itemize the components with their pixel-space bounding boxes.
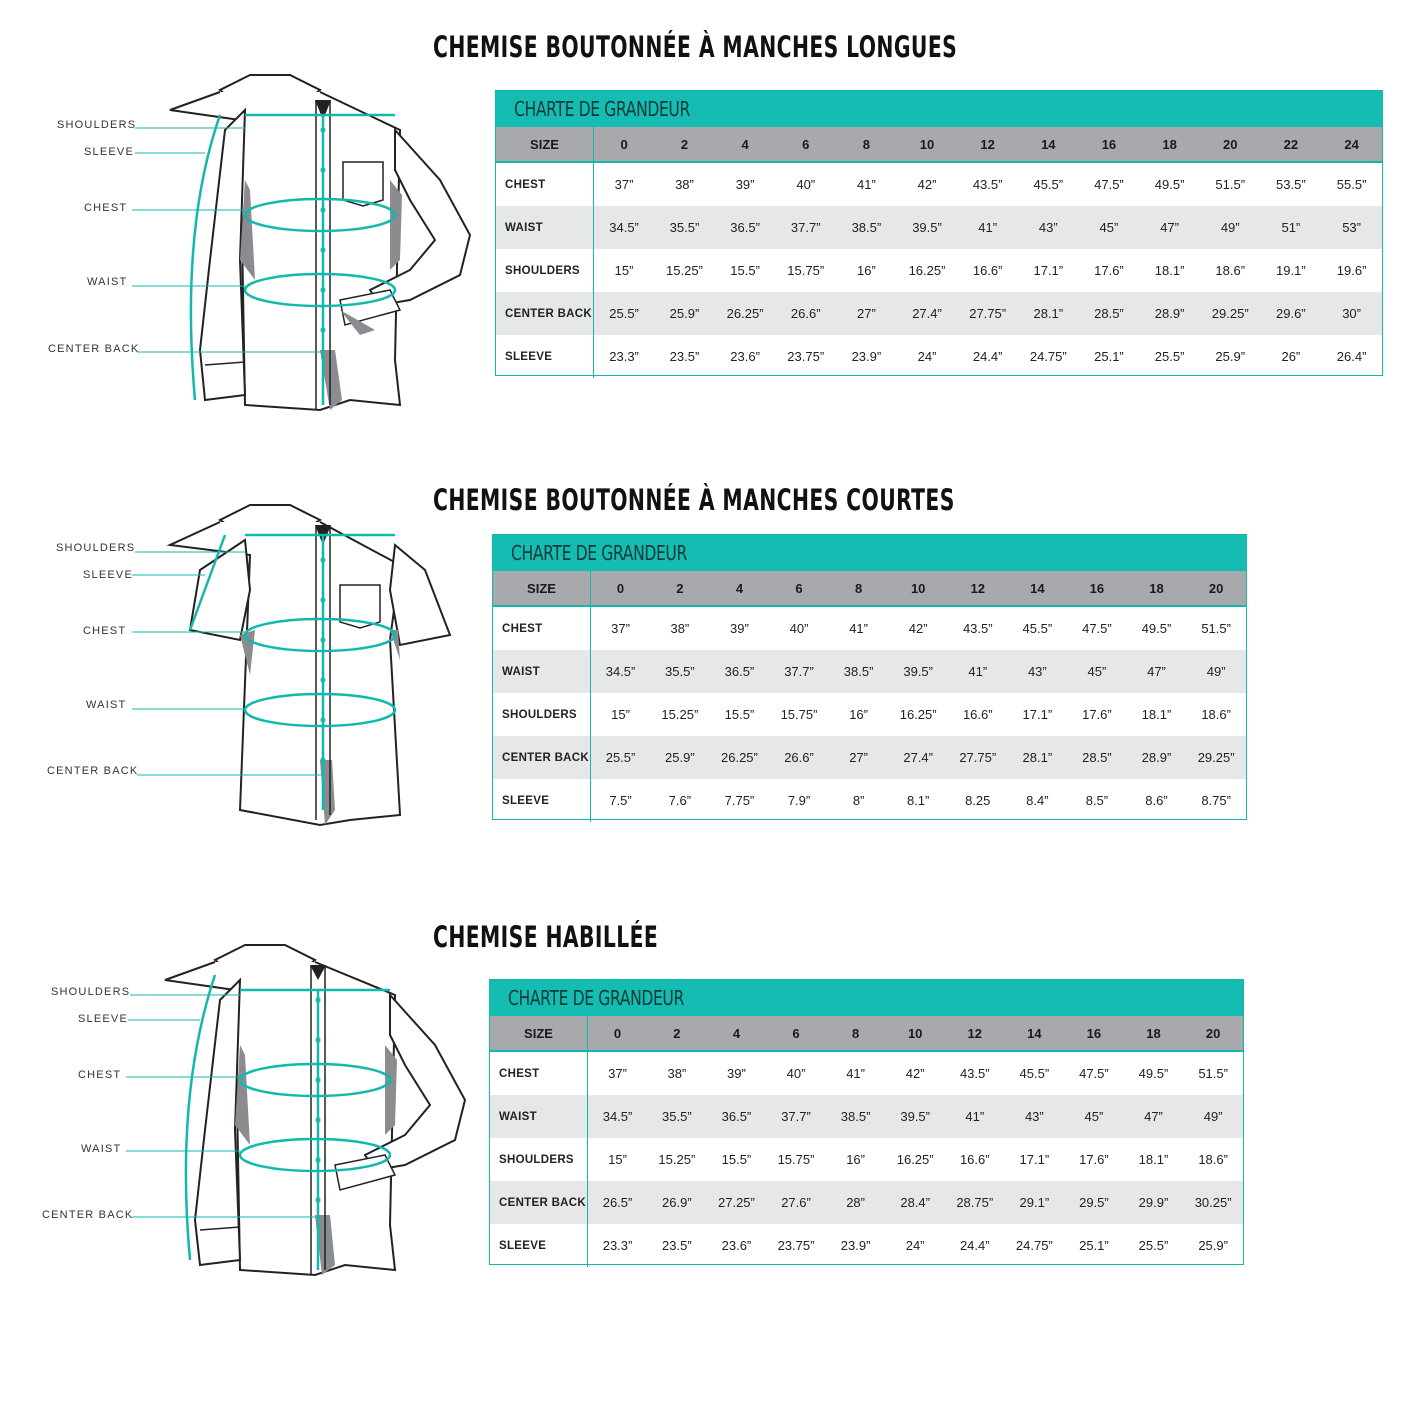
table-cell: 27.75” bbox=[948, 736, 1008, 779]
table-cell: 7.75” bbox=[724, 793, 755, 808]
row-label: CHEST bbox=[493, 606, 591, 650]
table-cell: 51” bbox=[1261, 206, 1322, 249]
table-cell: 26.25” bbox=[710, 736, 770, 779]
table-cell: 7.6” bbox=[668, 793, 692, 808]
table-cell: 8.25 bbox=[965, 793, 991, 808]
table-cell: 18.6” bbox=[1201, 707, 1231, 722]
size-header-cell: 20 bbox=[1183, 1016, 1243, 1051]
table-cell: 47” bbox=[1139, 206, 1200, 249]
size-header-cell: 4 bbox=[710, 571, 770, 606]
table-cell: 29.25” bbox=[1200, 292, 1261, 335]
size-header-cell: 6 bbox=[775, 127, 836, 162]
measure-label-chest: CHEST bbox=[78, 1069, 122, 1081]
size-header-cell: 4 bbox=[715, 127, 776, 162]
table-cell: 26.6” bbox=[769, 736, 829, 779]
table-cell: 18.1” bbox=[1141, 707, 1172, 722]
table-cell: 47.5” bbox=[1082, 621, 1112, 636]
short-sleeve-section bbox=[0, 450, 1416, 870]
table-cell: 25.9” bbox=[1215, 349, 1246, 364]
table-cell: 39.5” bbox=[897, 206, 958, 249]
size-header-cell: 20 bbox=[1186, 571, 1246, 606]
table-cell: 49.5” bbox=[1138, 1066, 1169, 1081]
table-cell: 23.3” bbox=[609, 349, 639, 364]
table-cell: 30” bbox=[1321, 292, 1382, 335]
table-cell: 36.5” bbox=[715, 206, 776, 249]
table-cell: 15.25” bbox=[658, 1152, 696, 1167]
table-cell: 16.25” bbox=[908, 263, 946, 278]
table-cell: 17.1” bbox=[1019, 1152, 1050, 1167]
table-cell: 47.5” bbox=[1094, 177, 1124, 192]
size-header-cell: 10 bbox=[888, 571, 948, 606]
table-cell: 18.1” bbox=[1154, 263, 1185, 278]
table-cell: 17.6” bbox=[1094, 263, 1124, 278]
size-header-cell: 8 bbox=[829, 571, 889, 606]
measure-label-center-back: CENTER BACK bbox=[47, 765, 139, 777]
table-row bbox=[496, 292, 1382, 335]
table-cell: 23.9” bbox=[851, 349, 882, 364]
size-table bbox=[490, 1016, 1243, 1267]
table-cell: 16.6” bbox=[972, 263, 1003, 278]
table-cell: 40” bbox=[786, 1066, 806, 1081]
table-row bbox=[493, 736, 1246, 779]
table-cell: 37.7” bbox=[775, 206, 836, 249]
table-cell: 8” bbox=[852, 793, 865, 808]
table-cell: 18.1” bbox=[1138, 1152, 1169, 1167]
table-cell: 8.5” bbox=[1085, 793, 1109, 808]
table-cell: 18.6” bbox=[1198, 1152, 1228, 1167]
section-title: CHEMISE BOUTONNÉE À MANCHES LONGUES bbox=[433, 30, 958, 64]
table-cell: 51.5” bbox=[1198, 1066, 1228, 1081]
row-label: SHOULDERS bbox=[493, 693, 591, 736]
table-cell: 47” bbox=[1124, 1095, 1184, 1138]
chart-title: CHARTE DE GRANDEUR bbox=[493, 535, 1246, 571]
table-cell: 19.6” bbox=[1336, 263, 1367, 278]
table-cell: 29.5” bbox=[1064, 1181, 1124, 1224]
table-cell: 35.5” bbox=[654, 206, 715, 249]
size-header-cell: 2 bbox=[650, 571, 710, 606]
size-chart bbox=[495, 90, 1383, 376]
table-cell: 15.75” bbox=[787, 263, 825, 278]
measure-label-chest: CHEST bbox=[83, 625, 127, 637]
table-cell: 37” bbox=[611, 621, 630, 636]
section-title: CHEMISE HABILLÉE bbox=[433, 920, 659, 954]
row-label: WAIST bbox=[490, 1095, 588, 1138]
size-header-cell: 4 bbox=[707, 1016, 767, 1051]
table-cell: 28.5” bbox=[1067, 736, 1127, 779]
table-cell: 43.5” bbox=[972, 177, 1003, 192]
size-header-cell: 6 bbox=[766, 1016, 826, 1051]
long-sleeve-shirt-illustration bbox=[40, 60, 480, 420]
table-cell: 16.25” bbox=[899, 707, 937, 722]
table-row bbox=[490, 1095, 1243, 1138]
table-cell: 45.5” bbox=[1033, 177, 1064, 192]
table-row bbox=[490, 1181, 1243, 1224]
row-label: CENTER BACK bbox=[490, 1181, 588, 1224]
table-cell: 16” bbox=[849, 707, 868, 722]
table-cell: 39.5” bbox=[888, 650, 948, 693]
table-cell: 27.6” bbox=[766, 1181, 826, 1224]
table-cell: 26.25” bbox=[715, 292, 776, 335]
long-sleeve-section bbox=[0, 0, 1416, 440]
size-table-body bbox=[493, 606, 1246, 822]
measure-label-waist: WAIST bbox=[87, 276, 128, 288]
table-cell: 35.5” bbox=[650, 650, 710, 693]
table-cell: 40” bbox=[796, 177, 816, 192]
table-cell: 28.4” bbox=[885, 1181, 945, 1224]
measure-label-center-back: CENTER BACK bbox=[48, 343, 140, 355]
table-cell: 23.3” bbox=[602, 1238, 633, 1253]
table-cell: 41” bbox=[957, 206, 1018, 249]
table-cell: 29.25” bbox=[1186, 736, 1246, 779]
size-table bbox=[496, 127, 1382, 378]
table-cell: 28” bbox=[826, 1181, 886, 1224]
table-cell: 17.6” bbox=[1079, 1152, 1109, 1167]
row-label: SLEEVE bbox=[490, 1224, 588, 1267]
table-cell: 41” bbox=[856, 177, 876, 192]
size-header-cell: 6 bbox=[769, 571, 829, 606]
table-cell: 53.5” bbox=[1276, 177, 1306, 192]
table-cell: 28.5” bbox=[1079, 292, 1140, 335]
size-header-cell: 10 bbox=[885, 1016, 945, 1051]
row-label: CHEST bbox=[490, 1051, 588, 1095]
table-cell: 26.6” bbox=[775, 292, 836, 335]
size-header-cell: 8 bbox=[826, 1016, 886, 1051]
table-cell: 18.6” bbox=[1215, 263, 1246, 278]
table-cell: 38” bbox=[667, 1066, 687, 1081]
size-header-cell: 10 bbox=[897, 127, 958, 162]
dress-shirt-section bbox=[0, 890, 1416, 1310]
size-header-cell: 2 bbox=[647, 1016, 707, 1051]
table-cell: 8.1” bbox=[906, 793, 930, 808]
measure-label-waist: WAIST bbox=[86, 699, 127, 711]
table-cell: 38.5” bbox=[829, 650, 889, 693]
row-label: WAIST bbox=[496, 206, 594, 249]
table-row bbox=[490, 1138, 1243, 1181]
table-cell: 49” bbox=[1200, 206, 1261, 249]
size-header-cell: 18 bbox=[1124, 1016, 1184, 1051]
table-cell: 15” bbox=[611, 707, 630, 722]
table-cell: 38.5” bbox=[826, 1095, 886, 1138]
table-cell: 45” bbox=[1067, 650, 1127, 693]
table-cell: 25.9” bbox=[654, 292, 715, 335]
row-label: SLEEVE bbox=[496, 335, 594, 378]
table-cell: 45.5” bbox=[1019, 1066, 1050, 1081]
table-cell: 28.1” bbox=[1008, 736, 1068, 779]
table-cell: 25.1” bbox=[1079, 1238, 1109, 1253]
table-cell: 38” bbox=[675, 177, 694, 192]
measure-label-shoulders: SHOULDERS bbox=[51, 986, 131, 998]
table-cell: 45” bbox=[1079, 206, 1140, 249]
measure-label-shoulders: SHOULDERS bbox=[57, 119, 137, 131]
table-cell: 23.75” bbox=[777, 1238, 815, 1253]
table-cell: 16.6” bbox=[962, 707, 993, 722]
table-cell: 23.9” bbox=[840, 1238, 871, 1253]
table-row bbox=[493, 650, 1246, 693]
table-cell: 24.4” bbox=[972, 349, 1003, 364]
size-header-row bbox=[496, 127, 1382, 162]
table-cell: 23.5” bbox=[662, 1238, 692, 1253]
size-header-cell: 18 bbox=[1139, 127, 1200, 162]
table-cell: 34.5” bbox=[591, 650, 651, 693]
table-cell: 49.5” bbox=[1141, 621, 1172, 636]
table-cell: 28.9” bbox=[1139, 292, 1200, 335]
size-column-header: SIZE bbox=[496, 127, 594, 162]
table-cell: 36.5” bbox=[707, 1095, 767, 1138]
table-cell: 7.5” bbox=[609, 793, 632, 808]
size-header-cell: 0 bbox=[588, 1016, 648, 1051]
table-cell: 29.6” bbox=[1261, 292, 1322, 335]
table-cell: 41” bbox=[945, 1095, 1005, 1138]
table-cell: 28.1” bbox=[1018, 292, 1079, 335]
table-cell: 27.75” bbox=[957, 292, 1018, 335]
table-row bbox=[496, 162, 1382, 206]
measure-label-center-back: CENTER BACK bbox=[42, 1209, 134, 1221]
table-cell: 16” bbox=[846, 1152, 865, 1167]
table-cell: 27.4” bbox=[888, 736, 948, 779]
table-cell: 40” bbox=[789, 621, 809, 636]
table-cell: 25.9” bbox=[650, 736, 710, 779]
table-cell: 28.75” bbox=[945, 1181, 1005, 1224]
size-header-cell: 20 bbox=[1200, 127, 1261, 162]
size-header-cell: 14 bbox=[1018, 127, 1079, 162]
table-row bbox=[490, 1224, 1243, 1267]
table-cell: 23.5” bbox=[669, 349, 700, 364]
table-cell: 43” bbox=[1005, 1095, 1065, 1138]
size-header-cell: 0 bbox=[591, 571, 651, 606]
size-header-row bbox=[490, 1016, 1243, 1051]
table-cell: 25.1” bbox=[1094, 349, 1124, 364]
size-header-cell: 14 bbox=[1005, 1016, 1065, 1051]
table-row bbox=[490, 1051, 1243, 1095]
size-header-cell: 16 bbox=[1079, 127, 1140, 162]
row-label: CENTER BACK bbox=[496, 292, 594, 335]
chart-title: CHARTE DE GRANDEUR bbox=[496, 91, 1382, 127]
table-cell: 37.7” bbox=[769, 650, 829, 693]
table-cell: 39” bbox=[730, 621, 749, 636]
table-cell: 29.1” bbox=[1005, 1181, 1065, 1224]
table-row bbox=[496, 249, 1382, 292]
measure-label-sleeve: SLEEVE bbox=[78, 1013, 129, 1025]
size-header-cell: 0 bbox=[594, 127, 655, 162]
table-row bbox=[493, 693, 1246, 736]
size-header-cell: 22 bbox=[1261, 127, 1322, 162]
measure-label-sleeve: SLEEVE bbox=[83, 569, 134, 581]
table-cell: 15” bbox=[608, 1152, 627, 1167]
row-label: CHEST bbox=[496, 162, 594, 206]
size-header-cell: 12 bbox=[948, 571, 1008, 606]
table-cell: 37” bbox=[614, 177, 634, 192]
size-header-row bbox=[493, 571, 1246, 606]
table-cell: 43.5” bbox=[959, 1066, 990, 1081]
size-table bbox=[493, 571, 1246, 822]
size-header-cell: 8 bbox=[836, 127, 897, 162]
table-cell: 26” bbox=[1281, 349, 1301, 364]
table-cell: 15” bbox=[614, 263, 634, 278]
table-cell: 39.5” bbox=[885, 1095, 945, 1138]
table-cell: 25.5” bbox=[1154, 349, 1185, 364]
table-cell: 25.5” bbox=[1138, 1238, 1169, 1253]
table-cell: 55.5” bbox=[1336, 177, 1367, 192]
table-cell: 16.25” bbox=[896, 1152, 934, 1167]
table-cell: 30.25” bbox=[1183, 1181, 1243, 1224]
row-label: SHOULDERS bbox=[490, 1138, 588, 1181]
table-cell: 15.75” bbox=[780, 707, 818, 722]
section-title: CHEMISE BOUTONNÉE À MANCHES COURTES bbox=[433, 483, 955, 517]
table-cell: 36.5” bbox=[710, 650, 770, 693]
table-cell: 23.6” bbox=[721, 1238, 752, 1253]
table-cell: 24.4” bbox=[959, 1238, 990, 1253]
table-cell: 26.4” bbox=[1336, 349, 1367, 364]
measure-label-chest: CHEST bbox=[84, 202, 128, 214]
table-cell: 15.5” bbox=[730, 263, 760, 278]
table-cell: 27” bbox=[829, 736, 889, 779]
size-table-body bbox=[490, 1051, 1243, 1267]
table-cell: 28.9” bbox=[1127, 736, 1187, 779]
table-cell: 15.5” bbox=[724, 707, 755, 722]
size-header-cell: 16 bbox=[1064, 1016, 1124, 1051]
table-cell: 45” bbox=[1064, 1095, 1124, 1138]
chart-title: CHARTE DE GRANDEUR bbox=[490, 980, 1243, 1016]
table-cell: 15.5” bbox=[721, 1152, 752, 1167]
table-cell: 16.6” bbox=[959, 1152, 990, 1167]
table-cell: 15.75” bbox=[777, 1152, 815, 1167]
table-cell: 42” bbox=[908, 621, 928, 636]
size-header-cell: 12 bbox=[945, 1016, 1005, 1051]
table-cell: 15.25” bbox=[666, 263, 703, 278]
table-cell: 25.5” bbox=[591, 736, 651, 779]
table-cell: 45.5” bbox=[1022, 621, 1053, 636]
row-label: CENTER BACK bbox=[493, 736, 591, 779]
table-cell: 51.5” bbox=[1201, 621, 1231, 636]
table-cell: 24.75” bbox=[1015, 1238, 1053, 1253]
table-cell: 53” bbox=[1321, 206, 1382, 249]
table-cell: 49” bbox=[1183, 1095, 1243, 1138]
table-cell: 25.9” bbox=[1198, 1238, 1228, 1253]
table-cell: 7.9” bbox=[787, 793, 811, 808]
size-column-header: SIZE bbox=[493, 571, 591, 606]
table-cell: 27.4” bbox=[897, 292, 958, 335]
table-cell: 37” bbox=[608, 1066, 627, 1081]
size-table-body bbox=[496, 162, 1382, 378]
row-label: WAIST bbox=[493, 650, 591, 693]
table-cell: 8.75” bbox=[1201, 793, 1231, 808]
size-chart bbox=[492, 534, 1247, 820]
table-cell: 24.75” bbox=[1029, 349, 1067, 364]
table-cell: 35.5” bbox=[647, 1095, 707, 1138]
table-cell: 29.9” bbox=[1124, 1181, 1184, 1224]
table-cell: 27.25” bbox=[707, 1181, 767, 1224]
table-cell: 25.5” bbox=[594, 292, 655, 335]
measure-label-shoulders: SHOULDERS bbox=[56, 542, 136, 554]
table-cell: 26.9” bbox=[647, 1181, 707, 1224]
measure-label-waist: WAIST bbox=[81, 1143, 122, 1155]
table-cell: 41” bbox=[948, 650, 1008, 693]
row-label: SHOULDERS bbox=[496, 249, 594, 292]
size-header-cell: 2 bbox=[654, 127, 715, 162]
table-cell: 41” bbox=[849, 621, 868, 636]
table-cell: 49.5” bbox=[1154, 177, 1185, 192]
table-cell: 38” bbox=[670, 621, 690, 636]
table-cell: 38.5” bbox=[836, 206, 897, 249]
table-cell: 41” bbox=[846, 1066, 865, 1081]
table-cell: 24” bbox=[917, 349, 937, 364]
size-header-cell: 14 bbox=[1008, 571, 1068, 606]
size-header-cell: 16 bbox=[1067, 571, 1127, 606]
table-cell: 27” bbox=[836, 292, 897, 335]
table-cell: 43” bbox=[1008, 650, 1068, 693]
table-cell: 47.5” bbox=[1079, 1066, 1109, 1081]
table-cell: 24” bbox=[905, 1238, 925, 1253]
table-cell: 34.5” bbox=[588, 1095, 648, 1138]
table-cell: 39” bbox=[727, 1066, 746, 1081]
table-cell: 23.6” bbox=[730, 349, 760, 364]
table-cell: 15.25” bbox=[661, 707, 699, 722]
size-column-header: SIZE bbox=[490, 1016, 588, 1051]
table-cell: 49” bbox=[1186, 650, 1246, 693]
table-cell: 39” bbox=[735, 177, 755, 192]
size-header-cell: 18 bbox=[1127, 571, 1187, 606]
table-cell: 37.7” bbox=[766, 1095, 826, 1138]
size-header-cell: 24 bbox=[1321, 127, 1382, 162]
table-cell: 17.1” bbox=[1022, 707, 1053, 722]
table-cell: 43.5” bbox=[962, 621, 993, 636]
table-cell: 16” bbox=[856, 263, 876, 278]
table-cell: 42” bbox=[917, 177, 937, 192]
table-cell: 51.5” bbox=[1215, 177, 1246, 192]
table-row bbox=[496, 335, 1382, 378]
size-chart bbox=[489, 979, 1244, 1265]
row-label: SLEEVE bbox=[493, 779, 591, 822]
table-cell: 17.1” bbox=[1033, 263, 1064, 278]
table-row bbox=[493, 606, 1246, 650]
table-cell: 8.6” bbox=[1145, 793, 1168, 808]
table-cell: 19.1” bbox=[1276, 263, 1306, 278]
table-cell: 43” bbox=[1018, 206, 1079, 249]
table-cell: 8.4” bbox=[1026, 793, 1049, 808]
table-cell: 42” bbox=[905, 1066, 925, 1081]
table-cell: 17.6” bbox=[1082, 707, 1112, 722]
table-row bbox=[496, 206, 1382, 249]
table-cell: 23.75” bbox=[787, 349, 825, 364]
measure-label-sleeve: SLEEVE bbox=[84, 146, 135, 158]
table-cell: 47” bbox=[1127, 650, 1187, 693]
table-cell: 26.5” bbox=[588, 1181, 648, 1224]
table-row bbox=[493, 779, 1246, 822]
table-cell: 34.5” bbox=[594, 206, 655, 249]
size-header-cell: 12 bbox=[957, 127, 1018, 162]
